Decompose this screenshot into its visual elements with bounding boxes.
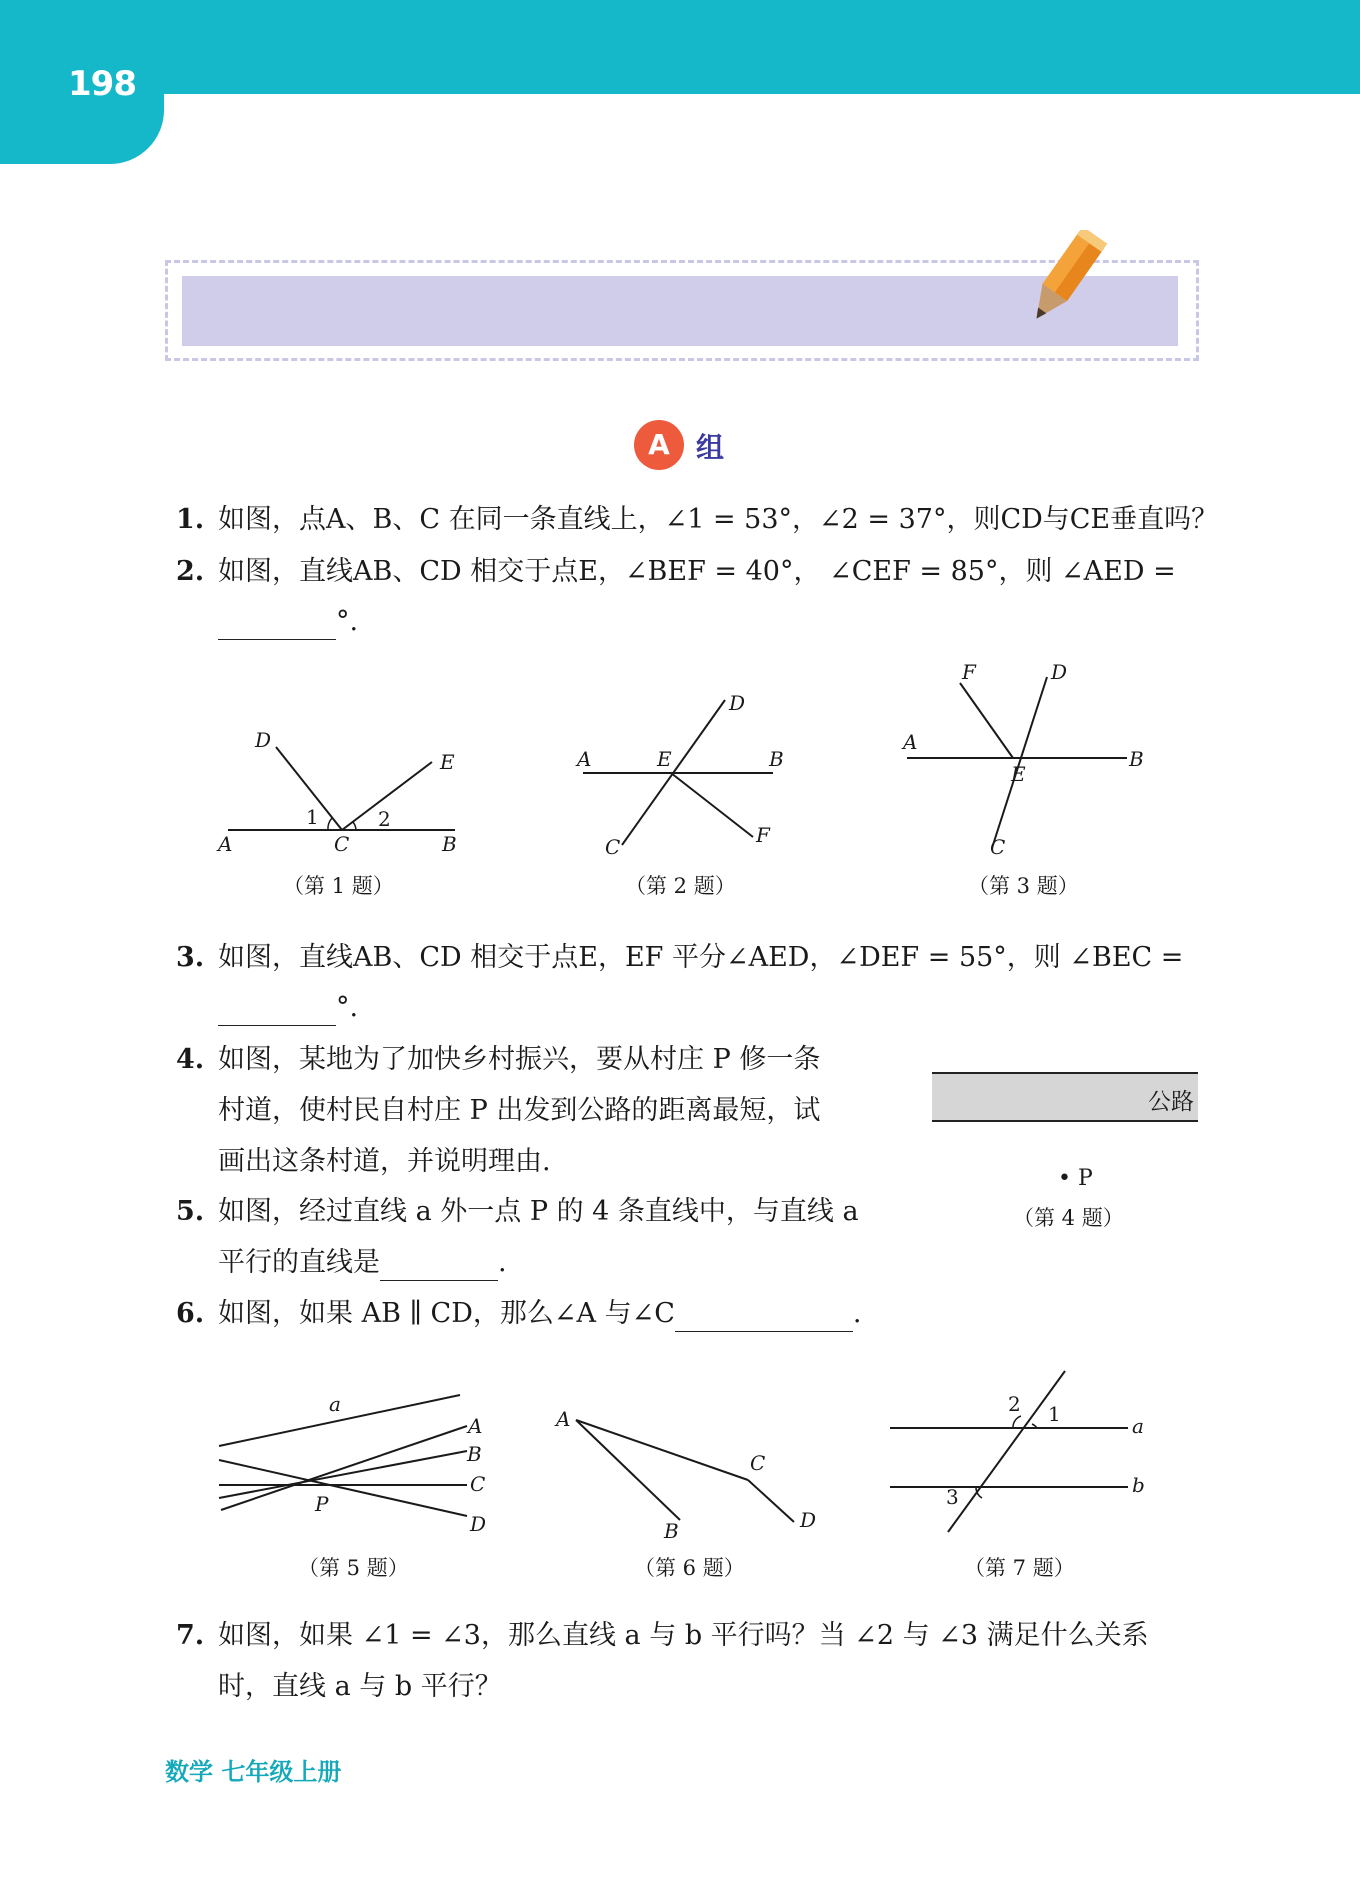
question-text: 时，直线 a 与 b 平行？ xyxy=(218,1671,502,1702)
figure-1 xyxy=(210,725,470,855)
road xyxy=(932,1072,1198,1122)
question-text: 如图，如果 AB ∥ CD，那么∠A 与∠C xyxy=(218,1298,675,1329)
question-text: 画出这条村道，并说明理由. xyxy=(218,1146,551,1177)
answer-line xyxy=(218,1245,507,1281)
figure-3 xyxy=(895,655,1155,865)
point-label: C xyxy=(990,835,1006,859)
angle-label: 2 xyxy=(1008,1392,1021,1416)
point-label: B xyxy=(664,1519,679,1543)
question-text: °. xyxy=(336,992,359,1023)
point-label: E xyxy=(440,750,455,774)
line-label: a xyxy=(329,1392,341,1416)
angle-label: 1 xyxy=(1048,1402,1061,1426)
question-text: 如图，某地为了加快乡村振兴，要从村庄 P 修一条 xyxy=(218,1044,821,1075)
point-label: C xyxy=(334,832,350,855)
line-label: b xyxy=(1132,1473,1145,1497)
question-number: 4. xyxy=(176,1044,205,1075)
angle-label: 1 xyxy=(306,805,319,829)
figure-2 xyxy=(565,690,815,860)
point-label: B xyxy=(1129,747,1144,771)
line-label: B xyxy=(467,1442,482,1466)
line-label: C xyxy=(470,1472,486,1496)
header-bar xyxy=(0,0,1360,94)
figure-caption: （第 4 题） xyxy=(1013,1206,1124,1230)
question-text: 如图，经过直线 a 外一点 P 的 4 条直线中，与直线 a xyxy=(218,1196,859,1227)
figure-caption: （第 2 题） xyxy=(625,874,736,898)
point-label: D xyxy=(729,691,746,715)
figure-caption: （第 6 题） xyxy=(634,1556,745,1580)
answer-line xyxy=(218,604,358,640)
question-text: . xyxy=(852,1298,862,1329)
question-number: 1. xyxy=(176,504,205,535)
point-label: F xyxy=(962,660,976,684)
village-point: • P xyxy=(1058,1166,1093,1191)
road-label: 公路 xyxy=(1148,1089,1194,1115)
answer-blank[interactable] xyxy=(218,610,336,640)
point-label: P xyxy=(315,1492,329,1516)
group-badge: A xyxy=(634,420,684,470)
answer-line xyxy=(218,1296,861,1332)
page-number: 198 xyxy=(68,64,136,104)
point-label: A xyxy=(218,832,233,855)
line-label: a xyxy=(1132,1414,1144,1438)
question-text: 村道，使村民自村庄 P 出发到公路的距离最短，试 xyxy=(218,1095,821,1126)
figure-7 xyxy=(880,1365,1170,1545)
question-text: 如图，直线AB、CD 相交于点E，EF 平分∠AED，∠DEF = 55°，则 ∠BEC = xyxy=(218,942,1184,973)
point-label: C xyxy=(605,835,621,859)
question-number: 3. xyxy=(176,942,205,973)
question-text: . xyxy=(498,1247,507,1278)
question-text: °. xyxy=(336,606,359,637)
figure-caption: （第 3 题） xyxy=(968,874,1079,898)
question-text: 平行的直线是 xyxy=(218,1247,380,1278)
answer-blank[interactable] xyxy=(675,1302,853,1332)
figure-caption: （第 5 题） xyxy=(298,1556,409,1580)
point-label: D xyxy=(800,1508,817,1532)
question-number: 6. xyxy=(176,1298,205,1329)
point-label: B xyxy=(442,832,457,855)
point-label: A xyxy=(556,1407,571,1431)
point-label: E xyxy=(657,747,672,771)
point-label: F xyxy=(756,823,770,847)
angle-label: 2 xyxy=(378,807,391,831)
question-number: 2. xyxy=(176,556,205,587)
answer-line xyxy=(218,990,358,1026)
point-label: C xyxy=(750,1451,766,1475)
footer-book-title: 数学 七年级上册 xyxy=(165,1758,342,1786)
point-label: A xyxy=(577,747,592,771)
line-label: A xyxy=(468,1414,483,1438)
answer-blank[interactable] xyxy=(380,1251,498,1281)
point-label: E xyxy=(1011,762,1026,786)
group-label: 组 xyxy=(696,431,725,464)
question-text: 如图，点A、B、C 在同一条直线上，∠1 = 53°，∠2 = 37°，则CD与CE垂直吗？ xyxy=(218,504,1219,535)
figure-caption: （第 7 题） xyxy=(964,1556,1075,1580)
question-number: 7. xyxy=(176,1620,205,1651)
figure-5 xyxy=(205,1385,505,1535)
answer-blank[interactable] xyxy=(218,996,336,1026)
question-text: 如图，如果 ∠1 = ∠3，那么直线 a 与 b 平行吗？当 ∠2 与 ∠3 满足什么关系 xyxy=(218,1620,1149,1651)
point-label: A xyxy=(903,730,918,754)
figure-caption: （第 1 题） xyxy=(283,874,394,898)
question-number: 5. xyxy=(176,1196,205,1227)
angle-label: 3 xyxy=(946,1485,959,1509)
line-label: D xyxy=(470,1512,487,1535)
pencil-icon xyxy=(1005,230,1115,340)
question-text: 如图，直线AB、CD 相交于点E，∠BEF = 40°， ∠CEF = 85°，则 ∠AED = xyxy=(218,556,1176,587)
figure-6 xyxy=(548,1398,838,1543)
point-label: D xyxy=(1051,660,1068,684)
point-label: D xyxy=(255,728,272,752)
point-label: B xyxy=(769,747,784,771)
